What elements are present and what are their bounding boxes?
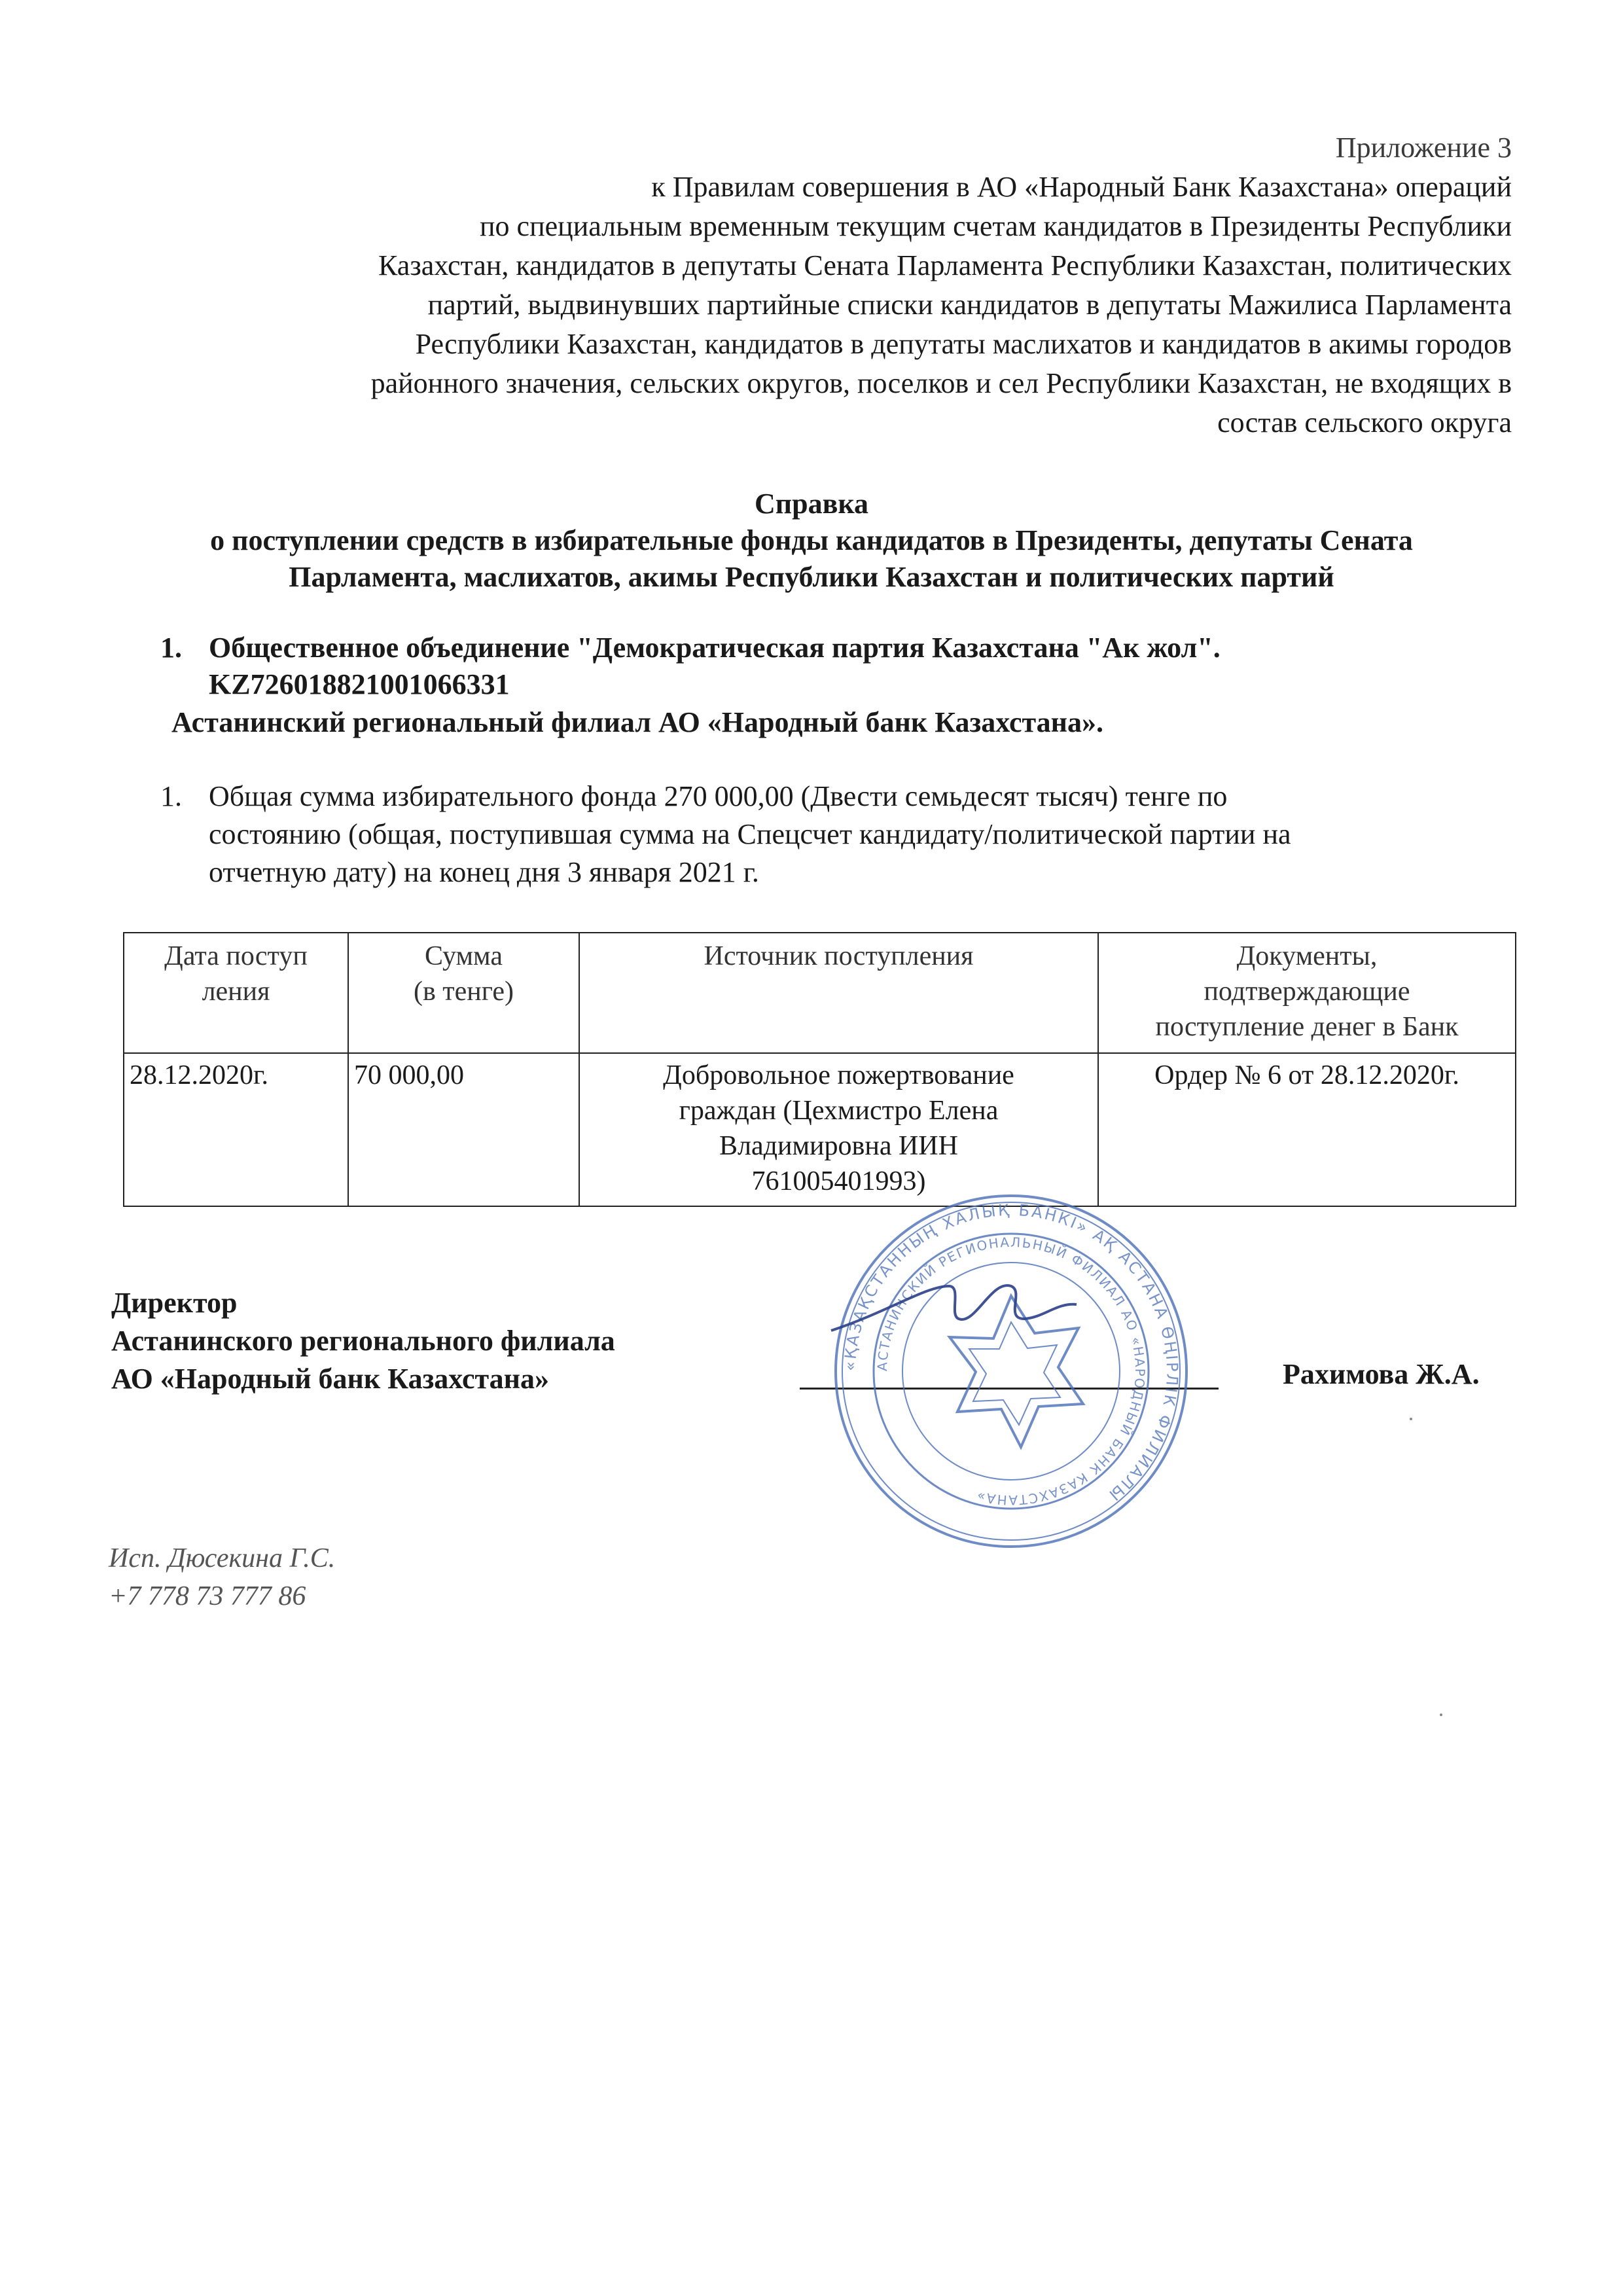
fund-line: отчетную дату) на конец дня 3 января 2021 г. <box>209 856 759 888</box>
fund-line: состоянию (общая, поступившая сумма на Спецсчет кандидату/политической партии на <box>209 818 1291 850</box>
executor-name: Исп. Дюсекина Г.С. <box>109 1543 336 1573</box>
appendix-line: состав сельского округа <box>1217 406 1512 439</box>
appendix-line: по специальным временным текущим счетам кандидатов в Президенты Республики <box>480 210 1512 242</box>
party-number: 1. <box>160 632 182 664</box>
table-header-row <box>124 933 1516 1053</box>
executor-info <box>109 1539 335 1615</box>
header-source: Источник поступления <box>579 933 1098 1053</box>
cell-documents: Ордер № 6 от 28.12.2020г. <box>1098 1053 1516 1206</box>
cell-amount: 70 000,00 <box>348 1053 579 1206</box>
header-amount: Сумма (в тенге) <box>348 933 579 1053</box>
speck <box>1440 1713 1442 1716</box>
signature-title: АО «Народный банк Казахстана» <box>111 1363 550 1395</box>
fund-number: 1. <box>160 780 182 812</box>
header-documents: Документы, подтверждающие поступление денег в Банк <box>1098 933 1516 1053</box>
title-line: Парламента, маслихатов, акимы Республики Казахстан и политических партий <box>289 561 1334 593</box>
signature-title: Директор <box>111 1287 238 1319</box>
table-row <box>124 1053 1516 1206</box>
svg-text:АСТАНИНСКИЙ РЕГИОНАЛЬНЫЙ ФИЛИА <box>874 1234 1148 1508</box>
stamp-outer-text: «ҚАЗАҚСТАННЫҢ ХАЛЫҚ БАНКІ» АҚ АСТАНА ӨҢІРЛІК ФИЛИАЛЫ <box>840 1200 1182 1505</box>
signer-name: Рахимова Ж.А. <box>1283 1358 1480 1390</box>
appendix-line: к Правилам совершения в АО «Народный Банк Казахстана» операций <box>651 171 1512 203</box>
executor-phone: +7 778 73 777 86 <box>109 1581 306 1611</box>
title-heading: Справка <box>754 488 869 520</box>
appendix-heading: Приложение 3 <box>1335 132 1512 164</box>
stamp-inner-text: АСТАНИНСКИЙ РЕГИОНАЛЬНЫЙ ФИЛИАЛ АО «НАРОДНЫЙ БАНК КАЗАХСТАНА» <box>874 1234 1149 1509</box>
speck <box>1410 1418 1412 1420</box>
signature-block <box>111 1284 615 1398</box>
title-line: о поступлении средств в избирательные фонды кандидатов в Президенты, депутаты Сената <box>210 524 1413 556</box>
appendix-line: партий, выдвинувших партийные списки кандидатов в депутаты Мажилиса Парламента <box>427 289 1512 321</box>
appendix-note <box>137 128 1512 442</box>
appendix-line: районного значения, сельских округов, поселков и сел Республики Казахстан, не входящих в <box>370 367 1512 399</box>
receipts-table <box>123 932 1516 1207</box>
header-date: Дата поступ ления <box>124 933 348 1053</box>
party-name: Общественное объединение "Демократическая партия Казахстана "Ак жол". <box>209 632 1221 664</box>
cell-date: 28.12.2020г. <box>124 1053 348 1206</box>
party-account: KZ726018821001066331 <box>209 668 510 700</box>
appendix-line: Казахстан, кандидатов в депутаты Сената Парламента Республики Казахстан, политических <box>378 249 1512 281</box>
party-branch: Астанинский региональный филиал АО «Народный банк Казахстана». <box>171 706 1104 738</box>
fund-line: Общая сумма избирательного фонда 270 000,00 (Двести семьдесят тысяч) тенге по <box>209 780 1228 812</box>
signature-title: Астанинского регионального филиала <box>111 1325 615 1357</box>
document-title <box>0 486 1623 596</box>
bank-stamp <box>828 1188 1194 1554</box>
cell-source: Добровольное пожертвование граждан (Цехмистро Елена Владимировна ИИН 761005401993) <box>579 1053 1098 1206</box>
appendix-line: Республики Казахстан, кандидатов в депутаты маслихатов и кандидатов в акимы городов <box>415 328 1512 360</box>
